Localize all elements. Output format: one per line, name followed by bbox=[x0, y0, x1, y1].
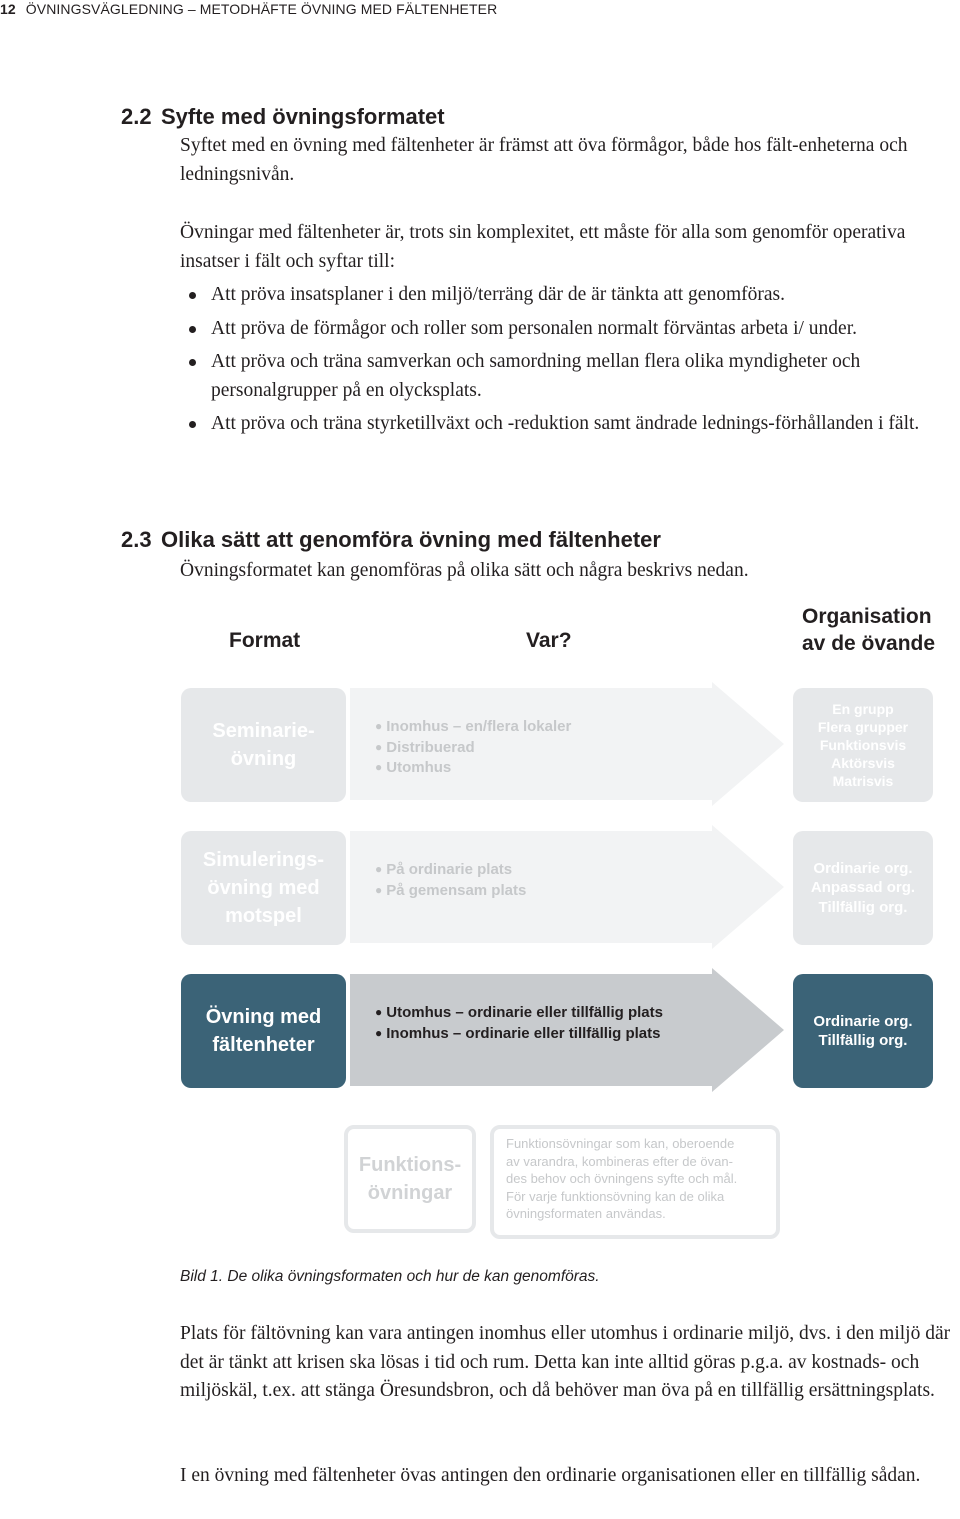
format-label-line: övning med bbox=[207, 877, 320, 899]
where-list-row-3 bbox=[375, 1003, 663, 1044]
section-title: Olika sätt att genomföra övning med fältenheter bbox=[161, 527, 661, 552]
org-item: Ordinarie org. bbox=[813, 1012, 913, 1030]
where-item: ● Utomhus bbox=[375, 758, 571, 779]
org-item: Funktionsvis bbox=[819, 737, 907, 753]
section-2-2-para1: Syftet med en övning med fältenheter är främst att öva förmågor, både hos fält-enheterna och ledningsnivån. bbox=[180, 135, 908, 185]
running-header bbox=[0, 1, 497, 17]
format-label-line: övning bbox=[230, 748, 297, 770]
column-header-format: Format bbox=[229, 629, 301, 652]
bullet-item: Att pröva och träna styrketillväxt och -reduktion samt ändrade lednings-förhållanden i fält. bbox=[180, 410, 960, 439]
org-item: Aktörsvis bbox=[831, 755, 895, 771]
bullet-item: Att pröva de förmågor och roller som personalen normalt förväntas arbeta i/ under. bbox=[180, 315, 960, 344]
org-item: Ordinarie org. bbox=[813, 859, 913, 877]
format-label-line: fältenheter bbox=[212, 1034, 315, 1056]
column-header-where: Var? bbox=[526, 629, 572, 652]
column-header-organisation bbox=[802, 603, 935, 657]
purpose-bullet-list bbox=[180, 281, 960, 444]
org-box-row-1 bbox=[793, 688, 933, 802]
org-item: En grupp bbox=[832, 701, 894, 717]
para-after-figure-2: I en övning med fältenheter övas antingen den ordinarie organisationen eller en tillfällig sådan. bbox=[180, 1465, 921, 1486]
bullet-item: Att pröva och träna samverkan och samordning mellan flera olika myndigheter och personalgrupper på en olycksplats. bbox=[180, 348, 960, 405]
format-label-line: övningar bbox=[367, 1182, 453, 1204]
format-box-funktionsovningar bbox=[344, 1125, 476, 1233]
org-item: Tillfällig org. bbox=[818, 898, 908, 916]
org-item: Flera grupper bbox=[817, 719, 909, 735]
format-label-line: Övning med bbox=[205, 1006, 322, 1028]
format-box-ovning-med-faltenheter bbox=[181, 974, 346, 1088]
where-item: ● Inomhus – en/flera lokaler bbox=[375, 717, 571, 738]
bullet-item: Att pröva insatsplaner i den miljö/terräng där de är tänkta att genomföras. bbox=[180, 281, 960, 310]
format-label-line: Simulerings- bbox=[202, 849, 325, 871]
format-label-line: motspel bbox=[225, 905, 302, 927]
description-line: För varje funktionsövning kan de olika bbox=[506, 1188, 725, 1204]
format-label-line: Funktions- bbox=[358, 1154, 462, 1176]
section-2-3-para1: Övningsformatet kan genomföras på olika sätt och några beskrivs nedan. bbox=[180, 560, 749, 581]
where-list-row-2 bbox=[375, 860, 526, 901]
where-item: ● Distribuerad bbox=[375, 738, 571, 759]
where-item: ● På gemensam plats bbox=[375, 881, 526, 902]
where-list-row-1 bbox=[375, 717, 571, 779]
where-item: ● På ordinarie plats bbox=[375, 860, 526, 881]
format-box-simuleringsovning bbox=[181, 831, 346, 945]
description-line: av varandra, kombineras efter de övan- bbox=[506, 1153, 733, 1169]
section-heading-2-2 bbox=[121, 104, 445, 130]
para-after-figure-1: Plats för fältövning kan vara antingen inomhus eller utomhus i ordinarie miljö, dvs. i den miljö där det är tänkt att krisen ska lösas i tid och rum. Detta kan inte alltid göras p.g.a. av kostnads- och miljöskäl, t.ex. att stänga Öresundsbron, och då behöver man öva på en tillfällig ersättningsplats. bbox=[180, 1323, 951, 1401]
org-box-row-2 bbox=[793, 831, 933, 945]
section-number: 2.2 bbox=[121, 104, 152, 129]
format-label-line: Seminarie- bbox=[212, 720, 315, 742]
org-box-row-3 bbox=[793, 974, 933, 1088]
description-line: des behov och övningens syfte och mål. bbox=[506, 1171, 738, 1186]
description-line: övningsformaten användas. bbox=[506, 1206, 666, 1221]
org-item: Matrisvis bbox=[832, 773, 894, 789]
section-title: Syfte med övningsformatet bbox=[161, 104, 445, 129]
where-item: ● Inomhus – ordinarie eller tillfällig plats bbox=[375, 1024, 663, 1045]
org-item: Anpassad org. bbox=[810, 879, 916, 897]
section-number: 2.3 bbox=[121, 527, 152, 552]
column-header-line: Organisation bbox=[802, 605, 932, 628]
running-title: ÖVNINGSVÄGLEDNING – METODHÄFTE ÖVNING MED FÄLTENHETER bbox=[25, 1, 498, 17]
where-item: ● Utomhus – ordinarie eller tillfällig plats bbox=[375, 1003, 663, 1024]
org-item: Tillfällig org. bbox=[818, 1032, 908, 1049]
funktionsovningar-description bbox=[490, 1125, 780, 1239]
figure-caption: Bild 1. De olika övningsformaten och hur de kan genomföras. bbox=[180, 1268, 600, 1285]
page-number: 12 bbox=[0, 1, 16, 17]
column-header-line: av de övande bbox=[802, 632, 936, 655]
format-box-seminarieovning bbox=[181, 688, 346, 802]
description-line: Funktionsövningar som kan, oberoende bbox=[506, 1136, 735, 1151]
section-heading-2-3 bbox=[121, 527, 661, 553]
section-2-2-para2: Övningar med fältenheter är, trots sin komplexitet, ett måste för alla som genomför operativa insatser i fält och syftar till: bbox=[180, 222, 906, 272]
